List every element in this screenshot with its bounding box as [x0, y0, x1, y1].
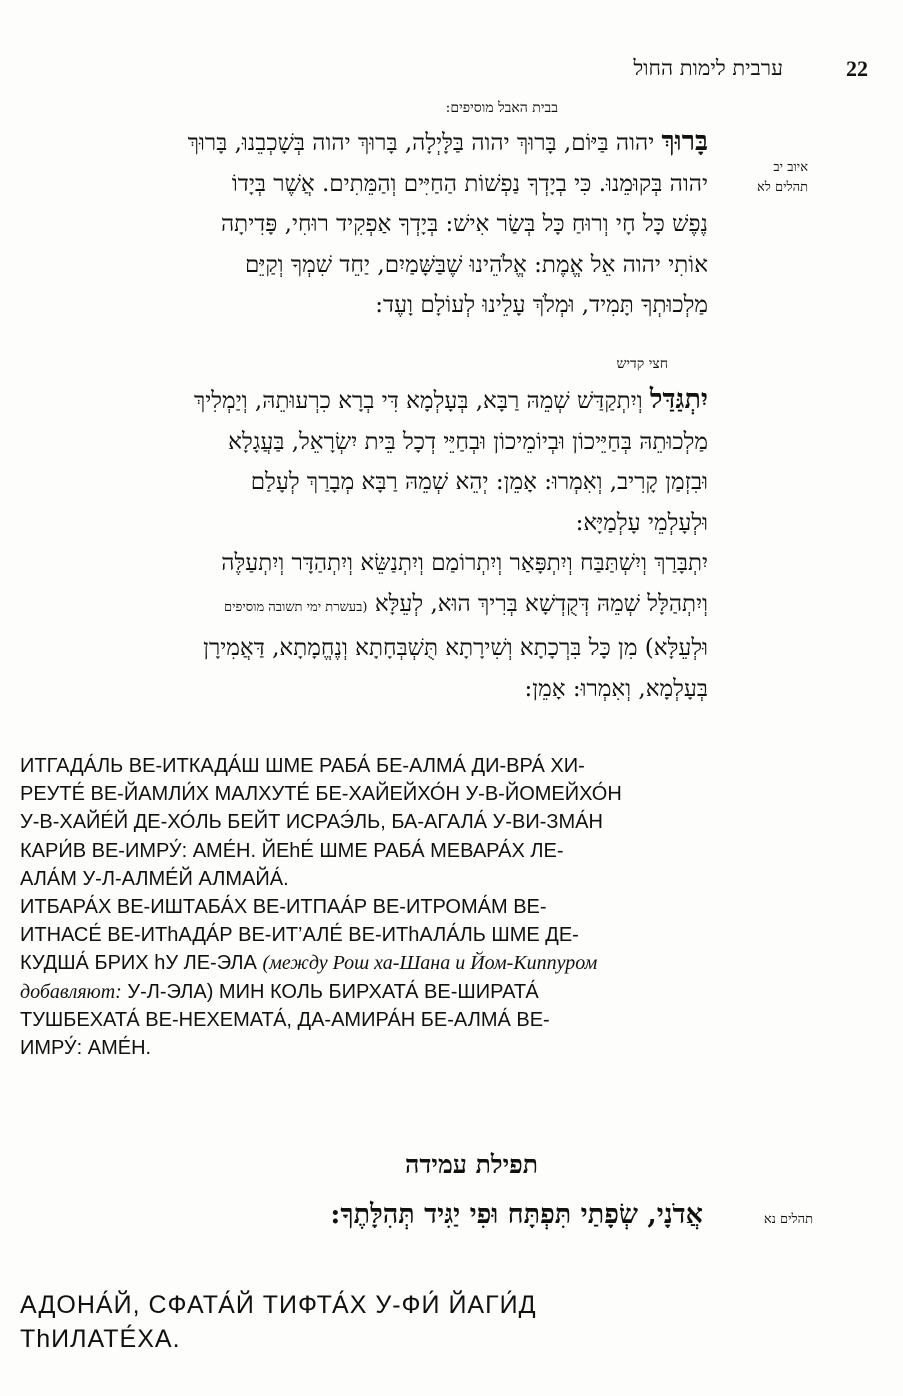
transliteration-line: КАРИ́В ВЕ-ИМРУ́: АМЕ́Н. ЙЕhЕ́ ШМЕ РАБА́ МЕВАРА́Х ЛЕ-	[20, 839, 564, 862]
transliteration-line: ИТБАРА́Х ВЕ-ИШТАБА́Х ВЕ-ИТПАА́Р ВЕ-ИТРОМА́М ВЕ-	[20, 896, 547, 919]
baruch-line: מַלְכוּתְךָ תָּמִיד, וּמְלֹךְ עָלֵינוּ לְעוֹלָם וָעֶד:	[375, 292, 708, 318]
kaddish-line-text: וְיִתְהַלָּל שְׁמֵהּ דְּקֻדְשָׁא בְּרִיךְ הוּא, לְעֵלָּא	[374, 590, 708, 617]
baruch-lead-word: בָּרוּךְ	[661, 126, 708, 157]
kaddish-line	[20, 380, 708, 422]
kaddish-line: וּלְעֵלָּא) מִן כָּל בִּרְכָתָא וְשִׁירָתָא תֻּשְׁבְּחָתָא וְנֶחֱמָתָא, דַּאֲמִירָן	[203, 635, 708, 661]
baruch-line-text: יהוה בַּיּוֹם, בָּרוּךְ יהוה בַּלָּיְלָה, בָּרוּךְ יהוה בְּשָׁכְבֵנוּ, בָּרוּךְ	[187, 130, 655, 156]
transliteration-line	[20, 978, 735, 1006]
amida-verse: אֲדֹנָי, שְׂפָתַי תִּפְתָּח וּפִי יַגִּיד תְּהִלָּתֶךָ:	[330, 1199, 703, 1230]
page-number: 22	[846, 56, 868, 81]
amida-transliteration	[20, 1288, 537, 1356]
kaddish-transliteration	[20, 752, 735, 1062]
baruch-line: נֶפֶשׁ כָּל חָי וְרוּחַ כָּל בְּשַׂר אִישׁ: בְּיָדְךָ אַפְקִיד רוּחִי, פָּדִיתָה	[220, 211, 708, 237]
transliteration-text: КУДША́ БРИХ hУ ЛЕ-ЭЛА	[20, 952, 257, 975]
transliteration-line: АЛА́М У-Л-АЛМЕ́Й АЛМАЙА́.	[20, 867, 289, 890]
kaddish-line: וּלְעָלְמֵי עָלְמַיָּא:	[575, 509, 708, 536]
margin-ref-psalms: תהלים לא	[756, 180, 808, 195]
transliteration-line: ИМРУ́: АМЕ́Н.	[20, 1037, 152, 1060]
amida-margin-note: תהלים נא	[763, 1212, 813, 1227]
amida-transliteration-line: ThИЛАТЕ́ХА.	[20, 1325, 181, 1353]
kaddish-line: וּבִזְמַן קָרִיב, וְאִמְרוּ: אָמֵן: יְהֵא שְׁמֵהּ רַבָּא מְבָרַךְ לְעָלַם	[250, 469, 708, 495]
running-head: ערבית לימות החול	[633, 56, 783, 80]
kaddish-line	[20, 584, 708, 629]
kaddish-line: יִתְבָּרַךְ וְיִשְׁתַּבַּח וְיִתְפָּאַר וְיִתְרוֹמַם וְיִתְנַשֵּׂא וְיִתְהַדָּר וְיִתְעַלֶּה	[221, 550, 708, 576]
baruch-line	[20, 122, 708, 164]
transliteration-line: РЕУТЕ́ ВЕ-ЙАМЛИ́Х МАЛХУТЕ́ БЕ-ХАЙЕЙХО́Н У-В-ЙОМЕЙХО́Н	[20, 783, 622, 806]
kaddish-line-text: וְיִתְקַדַּשׁ שְׁמֵהּ רַבָּא, בְּעָלְמָא דִּי בְרָא כִרְעוּתֵהּ, וְיַמְלִיךְ	[193, 388, 643, 414]
baruch-margin-note	[738, 158, 808, 198]
transliteration-italic-note: (между Рош ха-Шана и Йом-Киппуром	[262, 952, 598, 975]
baruch-line: אוֹתִי יהוה אֵל אֱמֶת: אֱלֹהֵינוּ שֶׁבַּשָּׁמַיִם, יַחֵד שִׁמְךָ וְקַיֵּם	[244, 251, 708, 278]
kaddish-paragraph	[20, 380, 708, 709]
kaddish-lead-word: יִתְגַּדַּל	[649, 384, 708, 415]
kaddish-line: מַלְכוּתֵהּ בְּחַיֵּיכוֹן וּבְיוֹמֵיכוֹן וּבְחַיֵּי דְכָל בֵּית יִשְׂרָאֵל, בַּעֲגָלָא	[228, 428, 708, 455]
amida-transliteration-line: АДОНА́Й, СФАТА́Й ТИФТА́Х У-ФИ́ ЙАГИ́Д	[20, 1291, 537, 1319]
baruch-paragraph	[20, 122, 708, 326]
kaddish-heading-note: חצי קדיש	[616, 356, 668, 372]
transliteration-line	[20, 949, 735, 977]
transliteration-line: ИТНАСЕ́ ВЕ-ИТhАДА́Р ВЕ-ИТ’АЛЕ́ ВЕ-ИТhАЛА́ЛЬ ШМЕ ДЕ-	[20, 924, 579, 947]
kaddish-line: בְּעָלְמָא, וְאִמְרוּ: אָמֵן:	[524, 675, 708, 702]
transliteration-line: ИТГАДА́ЛЬ ВЕ-ИТКАДА́Ш ШМЕ РАБА́ БЕ-АЛМА́ ДИ-ВРА́ ХИ-	[20, 755, 585, 777]
transliteration-text: У-Л-ЭЛА) МИН КОЛЬ БИРХАТА́ ВЕ-ШИРАТА́	[127, 980, 539, 1003]
transliteration-line: У-В-ХАЙЕ́Й ДЕ-ХО́ЛЬ БЕЙТ ИСРАЭ́ЛЬ, БА-АГАЛА́ У-ВИ-ЗМА́Н	[20, 811, 603, 834]
transliteration-line: ТУШБЕХАТА́ ВЕ-НЕХЕМАТА́, ДА-АМИРА́Н БЕ-АЛМА́ ВЕ-	[20, 1008, 550, 1031]
margin-ref-job: איוב יב	[773, 160, 808, 175]
kaddish-inline-note: (בעשרת ימי תשובה מוסיפים	[223, 599, 368, 615]
transliteration-italic-note: добавляют:	[20, 980, 122, 1003]
amida-heading: תפילת עמידה	[405, 1150, 538, 1179]
baruch-instruction-note: בבית האבל מוסיפים:	[445, 100, 558, 116]
baruch-line: יהוה בְּקוּמֵנוּ. כִּי בְיָדְךָ נַפְשׁוֹת הַחַיִּים וְהַמֵּתִים. אֲשֶׁר בְּיָדוֹ	[231, 170, 708, 197]
